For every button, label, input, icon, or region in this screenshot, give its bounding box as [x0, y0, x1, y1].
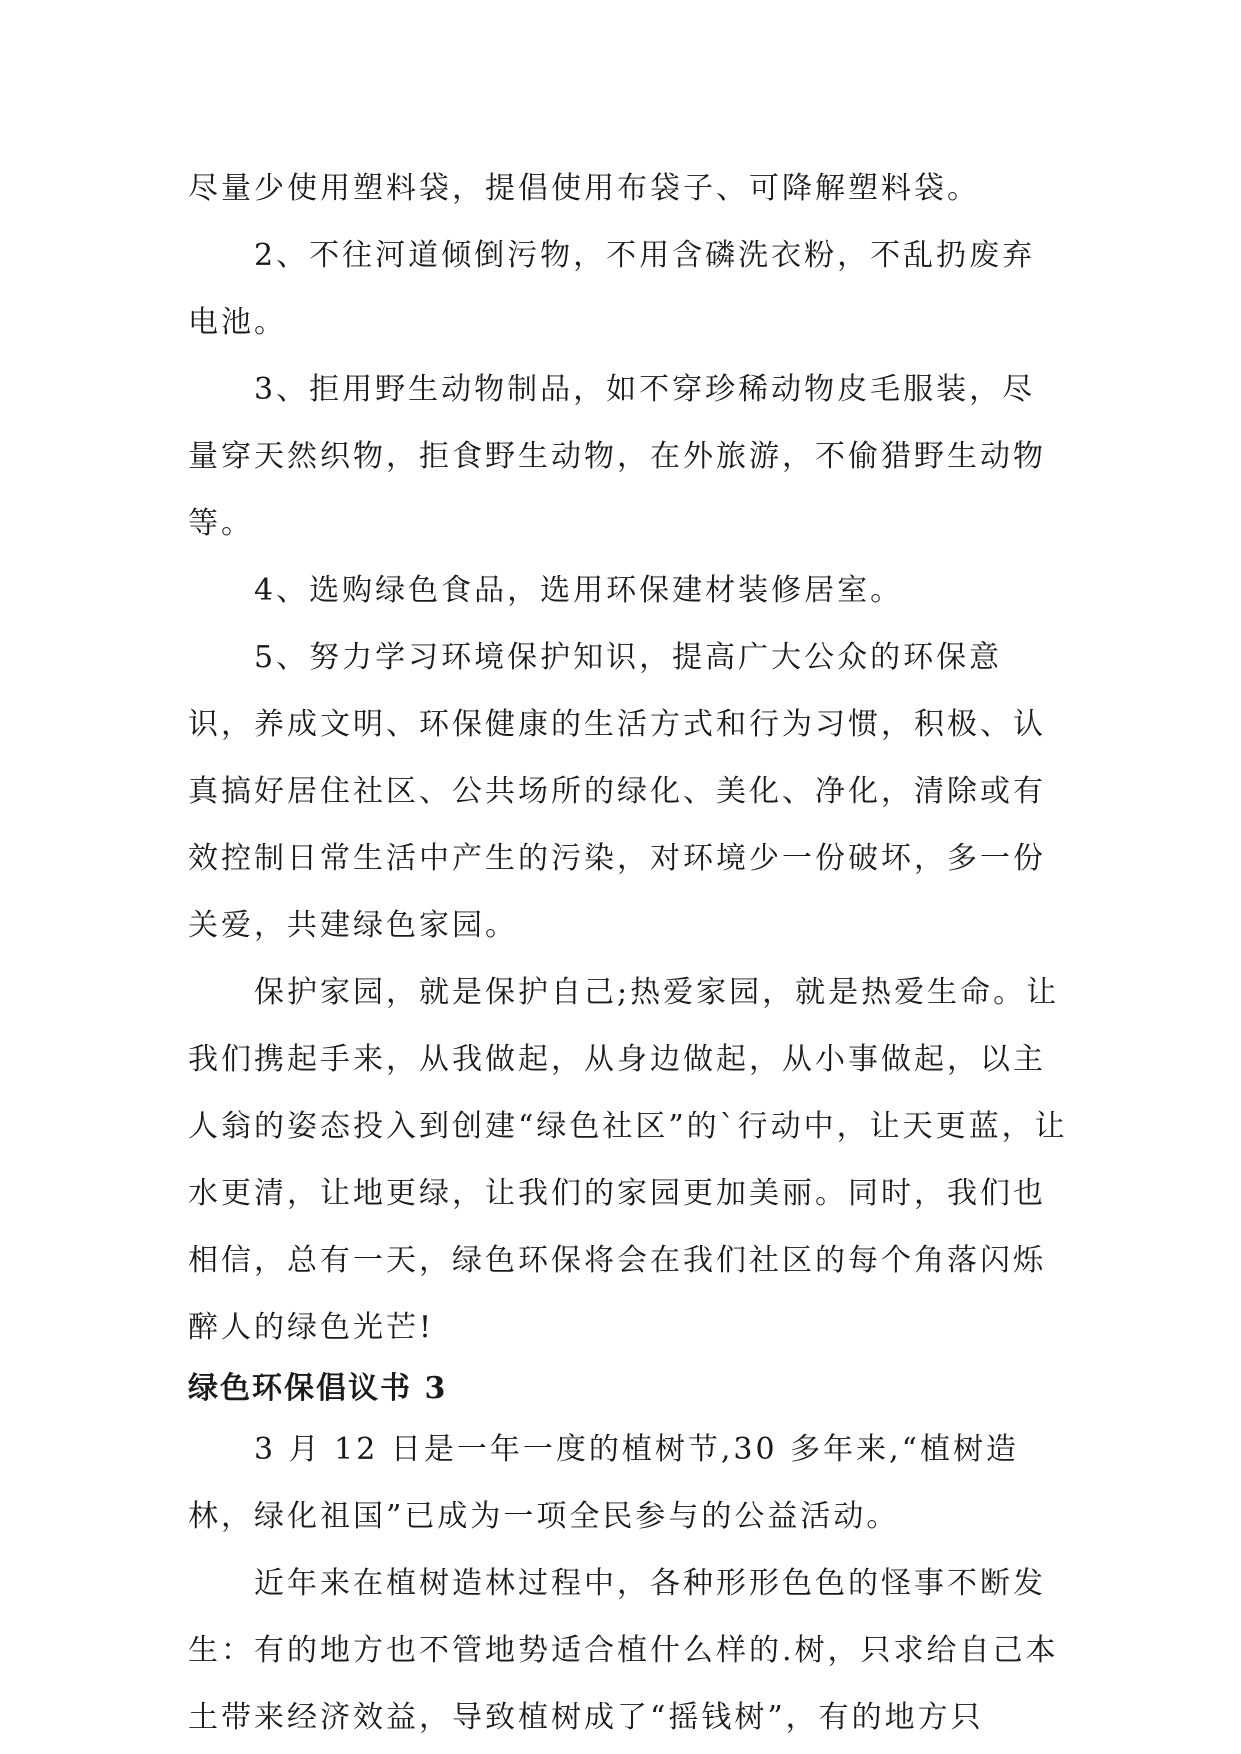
document-body — [188, 155, 1068, 1751]
paragraph-item-3: 3、拒用野生动物制品，如不穿珍稀动物皮毛服装，尽量穿天然织物，拒食野生动物，在外旅游，不偷猎野生动物等。 — [188, 372, 1046, 541]
section-title: 绿色环保倡议书 3 — [188, 1371, 448, 1406]
paragraph-section-2: 近年来在植树造林过程中，各种形形色色的怪事不断发生：有的地方也不管地势适合植什么样的.树，只求给自己本土带来经济效益，导致植树成了“摇钱树”，有的地方只 — [188, 1566, 1059, 1735]
paragraph-item-2: 2、不往河道倾倒污物，不用含磷洗衣粉，不乱扔废弃电池。 — [188, 238, 1036, 340]
paragraph-item-5: 5、努力学习环境保护知识，提高广大公众的环保意识，养成文明、环保健康的生活方式和行为习惯，积极、认真搞好居住社区、公共场所的绿化、美化、净化，清除或有效控制日常生活中产生的污染，对环境少一份破坏，多一份关爱，共建绿色家园。 — [188, 640, 1046, 943]
paragraph-item-4: 4、选购绿色食品，选用环保建材装修居室。 — [254, 573, 904, 608]
paragraph-conclusion: 保护家园，就是保护自己;热爱家园，就是热爱生命。让我们携起手来，从我做起，从身边做起，从小事做起，以主人翁的姿态投入到创建“绿色社区”的`行动中，让天更蓝，让水更清，让地更绿，让我们的家园更加美丽。同时，我们也相信，总有一天，绿色环保将会在我们社区的每个角落闪烁醉人的绿色光芒! — [188, 975, 1068, 1345]
paragraph-section-1: 3 月 12 日是一年一度的植树节,30 多年来,“植树造林，绿化祖国”已成为一项全民参与的公益活动。 — [188, 1432, 1019, 1534]
paragraph-intro-continued: 尽量少使用塑料袋，提倡使用布袋子、可降解塑料袋。 — [188, 171, 980, 206]
